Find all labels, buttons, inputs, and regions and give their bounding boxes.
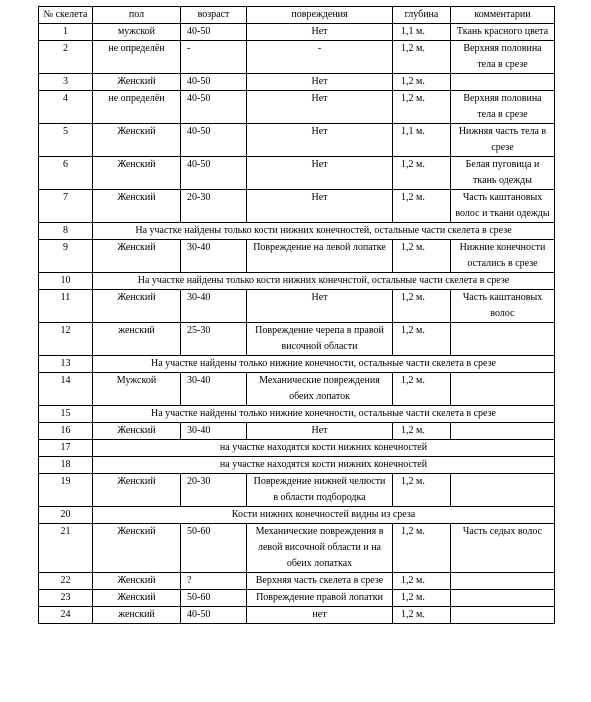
table-body xyxy=(39,24,555,624)
cell-age: 40-50 xyxy=(181,607,247,624)
cell-depth: 1,2 м. xyxy=(393,573,451,590)
cell-num: 19 xyxy=(39,474,93,507)
cell-damage: Нет xyxy=(247,423,393,440)
cell-sex: Женский xyxy=(93,573,181,590)
table-row xyxy=(39,524,555,573)
cell-num: 8 xyxy=(39,223,93,240)
cell-sex: не определён xyxy=(93,91,181,124)
table-row xyxy=(39,507,555,524)
cell-damage: Повреждение черепа в правой височной области xyxy=(247,323,393,356)
cell-num: 20 xyxy=(39,507,93,524)
cell-comment: Нижние конечности остались в срезе xyxy=(451,240,555,273)
cell-comment: Часть седых волос xyxy=(451,524,555,573)
table-row xyxy=(39,423,555,440)
cell-num: 15 xyxy=(39,406,93,423)
cell-comment xyxy=(451,607,555,624)
cell-damage: - xyxy=(247,41,393,74)
cell-sex: женский xyxy=(93,607,181,624)
table-row xyxy=(39,124,555,157)
cell-comment: Ткань красного цвета xyxy=(451,24,555,41)
cell-comment: Часть каштановых волос xyxy=(451,290,555,323)
table-row xyxy=(39,356,555,373)
cell-note: на участке находятся кости нижних конечностей xyxy=(93,457,555,474)
cell-note: На участке найдены только кости нижних конечнстой, остальные части скелета в срезе xyxy=(93,273,555,290)
cell-num: 9 xyxy=(39,240,93,273)
cell-num: 1 xyxy=(39,24,93,41)
cell-num: 18 xyxy=(39,457,93,474)
cell-num: 10 xyxy=(39,273,93,290)
cell-depth: 1,2 м. xyxy=(393,290,451,323)
cell-num: 17 xyxy=(39,440,93,457)
skeleton-table xyxy=(38,6,555,624)
cell-depth: 1,2 м. xyxy=(393,607,451,624)
cell-num: 22 xyxy=(39,573,93,590)
cell-num: 11 xyxy=(39,290,93,323)
cell-note: Кости нижних конечностей видны из среза xyxy=(93,507,555,524)
cell-depth: 1,2 м. xyxy=(393,474,451,507)
header-age: возраст xyxy=(181,7,247,24)
cell-depth: 1,2 м. xyxy=(393,323,451,356)
cell-depth: 1,2 м. xyxy=(393,74,451,91)
header-depth: глубина xyxy=(393,7,451,24)
cell-age: 40-50 xyxy=(181,24,247,41)
cell-comment xyxy=(451,74,555,91)
cell-age: 30-40 xyxy=(181,240,247,273)
cell-num: 14 xyxy=(39,373,93,406)
cell-num: 24 xyxy=(39,607,93,624)
cell-sex: Женский xyxy=(93,423,181,440)
table-row xyxy=(39,440,555,457)
cell-damage: Нет xyxy=(247,74,393,91)
cell-depth: 1,2 м. xyxy=(393,41,451,74)
table-row xyxy=(39,373,555,406)
cell-depth: 1,2 м. xyxy=(393,190,451,223)
cell-note: На участке найдены только нижние конечности, остальные части скелета в срезе xyxy=(93,356,555,373)
cell-sex: Женский xyxy=(93,124,181,157)
cell-comment: Верхняя половина тела в срезе xyxy=(451,41,555,74)
table-row xyxy=(39,74,555,91)
cell-sex: Женский xyxy=(93,590,181,607)
cell-num: 4 xyxy=(39,91,93,124)
cell-damage: Механические повреждения обеих лопаток xyxy=(247,373,393,406)
table-row xyxy=(39,406,555,423)
header-sex: пол xyxy=(93,7,181,24)
cell-num: 23 xyxy=(39,590,93,607)
cell-depth: 1,2 м. xyxy=(393,590,451,607)
cell-num: 7 xyxy=(39,190,93,223)
cell-sex: Мужской xyxy=(93,373,181,406)
cell-comment xyxy=(451,590,555,607)
header-row xyxy=(39,7,555,24)
cell-num: 6 xyxy=(39,157,93,190)
cell-depth: 1,2 м. xyxy=(393,524,451,573)
cell-age: 40-50 xyxy=(181,91,247,124)
header-num: № скелета xyxy=(39,7,93,24)
cell-depth: 1,2 м. xyxy=(393,157,451,190)
cell-depth: 1,2 м. xyxy=(393,373,451,406)
cell-sex: Женский xyxy=(93,190,181,223)
table-row xyxy=(39,157,555,190)
table-row xyxy=(39,290,555,323)
cell-num: 2 xyxy=(39,41,93,74)
cell-damage: Верхняя часть скелета в срезе xyxy=(247,573,393,590)
header-damage: повреждения xyxy=(247,7,393,24)
cell-depth: 1,1 м. xyxy=(393,24,451,41)
cell-sex: Женский xyxy=(93,240,181,273)
cell-comment: Белая пуговица и ткань одежды xyxy=(451,157,555,190)
cell-sex: Женский xyxy=(93,474,181,507)
cell-age: 50-60 xyxy=(181,590,247,607)
table-row xyxy=(39,24,555,41)
cell-comment xyxy=(451,373,555,406)
cell-age: 40-50 xyxy=(181,124,247,157)
table-row xyxy=(39,607,555,624)
cell-depth: 1,2 м. xyxy=(393,91,451,124)
table-row xyxy=(39,190,555,223)
cell-age: 20-30 xyxy=(181,474,247,507)
cell-damage: Нет xyxy=(247,190,393,223)
cell-sex: женский xyxy=(93,323,181,356)
table-row xyxy=(39,573,555,590)
cell-damage: Нет xyxy=(247,124,393,157)
cell-sex: Женский xyxy=(93,157,181,190)
table-row xyxy=(39,91,555,124)
cell-comment: Нижняя часть тела в срезе xyxy=(451,124,555,157)
cell-sex: Женский xyxy=(93,290,181,323)
cell-damage: Нет xyxy=(247,290,393,323)
cell-sex: Женский xyxy=(93,524,181,573)
cell-num: 3 xyxy=(39,74,93,91)
table-row xyxy=(39,457,555,474)
cell-age: 40-50 xyxy=(181,157,247,190)
cell-age: ? xyxy=(181,573,247,590)
cell-age: 25-30 xyxy=(181,323,247,356)
cell-age: 40-50 xyxy=(181,74,247,91)
cell-age: 30-40 xyxy=(181,373,247,406)
cell-age: 30-40 xyxy=(181,290,247,323)
cell-damage: Механические повреждения в левой височной области и на обеих лопатках xyxy=(247,524,393,573)
cell-num: 13 xyxy=(39,356,93,373)
cell-depth: 1,2 м. xyxy=(393,240,451,273)
cell-note: на участке находятся кости нижних конечностей xyxy=(93,440,555,457)
cell-damage: Нет xyxy=(247,24,393,41)
cell-damage: Повреждение правой лопатки xyxy=(247,590,393,607)
table-row xyxy=(39,41,555,74)
cell-comment xyxy=(451,423,555,440)
cell-comment: Часть каштановых волос и ткани одежды xyxy=(451,190,555,223)
cell-comment: Верхняя половина тела в срезе xyxy=(451,91,555,124)
table-row xyxy=(39,240,555,273)
cell-damage: Нет xyxy=(247,157,393,190)
cell-num: 5 xyxy=(39,124,93,157)
cell-num: 12 xyxy=(39,323,93,356)
cell-damage: Повреждение нижней челюсти в области подбородка xyxy=(247,474,393,507)
cell-num: 16 xyxy=(39,423,93,440)
cell-depth: 1,1 м. xyxy=(393,124,451,157)
cell-age: 30-40 xyxy=(181,423,247,440)
cell-sex: Женский xyxy=(93,74,181,91)
cell-comment xyxy=(451,474,555,507)
cell-sex: не определён xyxy=(93,41,181,74)
table-row xyxy=(39,474,555,507)
table-row xyxy=(39,273,555,290)
cell-depth: 1,2 м. xyxy=(393,423,451,440)
cell-note: На участке найдены только кости нижних конечностей, остальные части скелета в срезе xyxy=(93,223,555,240)
cell-comment xyxy=(451,573,555,590)
cell-sex: мужской xyxy=(93,24,181,41)
cell-damage: Повреждение на левой лопатке xyxy=(247,240,393,273)
cell-age: - xyxy=(181,41,247,74)
table-row xyxy=(39,323,555,356)
table-row xyxy=(39,590,555,607)
header-comment: комментарии xyxy=(451,7,555,24)
table-row xyxy=(39,223,555,240)
cell-age: 50-60 xyxy=(181,524,247,573)
cell-note: На участке найдены только нижние конечности, остальные части скелета в срезе xyxy=(93,406,555,423)
cell-damage: Нет xyxy=(247,91,393,124)
cell-comment xyxy=(451,323,555,356)
cell-num: 21 xyxy=(39,524,93,573)
cell-damage: нет xyxy=(247,607,393,624)
cell-age: 20-30 xyxy=(181,190,247,223)
